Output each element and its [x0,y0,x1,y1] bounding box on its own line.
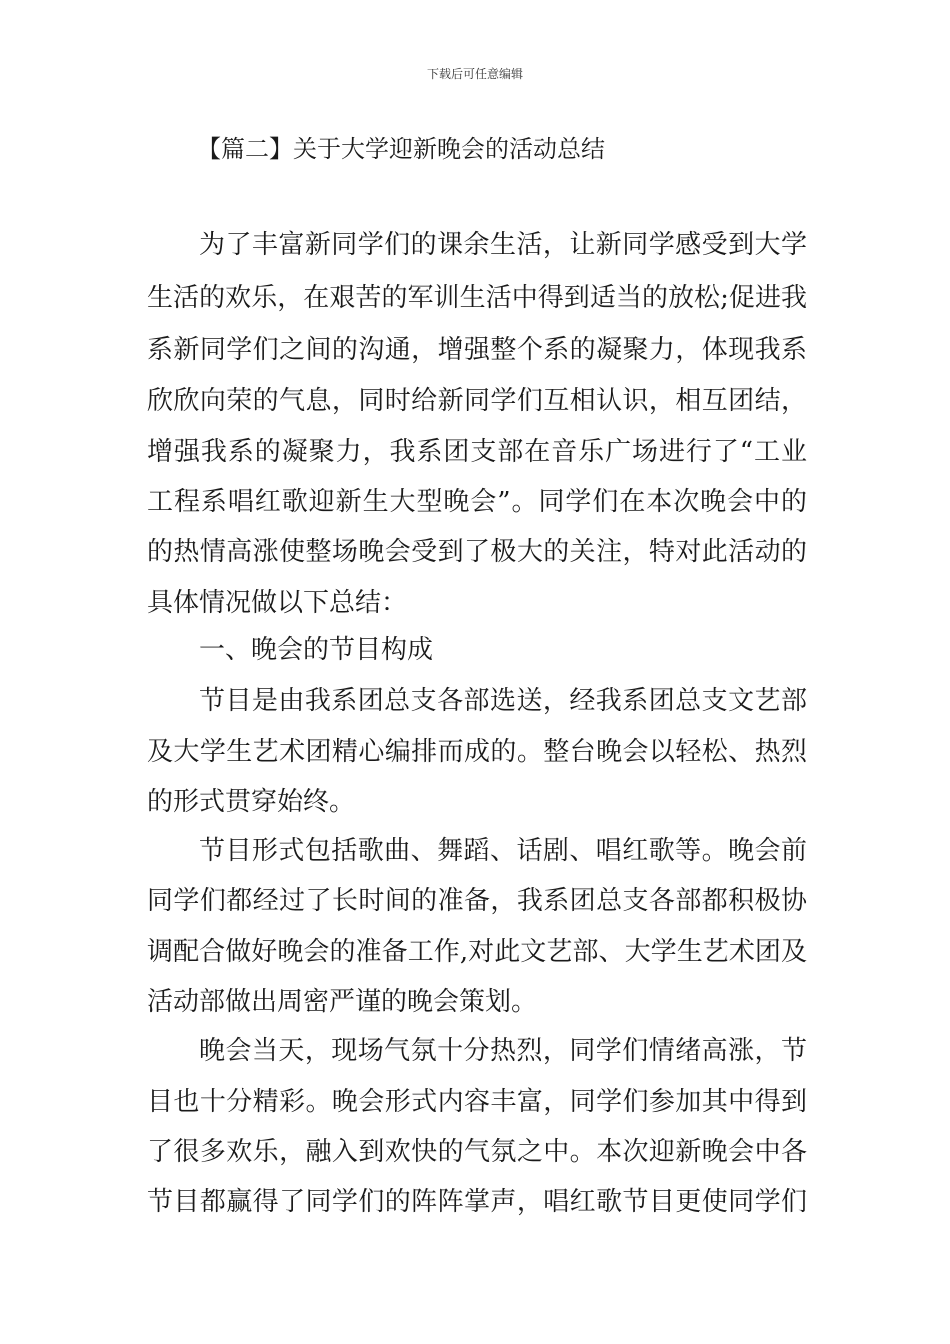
page-header: 下载后可任意编辑 [426,67,523,81]
section-heading: 一、晚会的节目构成 [199,635,434,665]
paragraph-line: 系新同学们之间的沟通，增强整个系的凝聚力，体现我系 [147,335,807,365]
document-title: 【篇二】关于大学迎新晚会的活动总结 [197,135,605,163]
paragraph-line: 调配合做好晚会的准备工作,对此文艺部、大学生艺术团及 [147,937,807,967]
paragraph-line: 欣欣向荣的气息，同时给新同学们互相认识，相互团结， [147,386,807,416]
paragraph-line: 的热情高涨使整场晚会受到了极大的关注，特对此活动的 [147,537,807,567]
paragraph-line: 目也十分精彩。晚会形式内容丰富，同学们参加其中得到 [147,1087,807,1117]
paragraph-line: 工程系唱红歌迎新生大型晚会”。同学们在本次晚会中的 [147,487,807,517]
paragraph-line: 了很多欢乐，融入到欢快的气氛之中。本次迎新晚会中各 [147,1137,807,1167]
paragraph-line: 同学们都经过了长时间的准备，我系团总支各部都积极协 [147,886,807,916]
paragraph-line: 具体情况做以下总结： [147,588,408,618]
paragraph-line: 节目形式包括歌曲、舞蹈、话剧、唱红歌等。晚会前 [199,836,807,866]
paragraph-line: 生活的欢乐，在艰苦的军训生活中得到适当的放松;促进我 [147,283,807,313]
paragraph-line: 增强我系的凝聚力，我系团支部在音乐广场进行了“工业 [147,437,807,467]
paragraph-line: 为了丰富新同学们的课余生活，让新同学感受到大学 [199,230,807,260]
paragraph-line: 节目是由我系团总支各部选送，经我系团总支文艺部 [199,686,807,716]
paragraph-line: 节目都赢得了同学们的阵阵掌声，唱红歌节目更使同学们 [147,1187,807,1217]
paragraph-line: 及大学生艺术团精心编排而成的。整台晚会以轻松、热烈 [147,737,807,767]
paragraph-line: 活动部做出周密严谨的晚会策划。 [147,987,538,1017]
paragraph-line: 的形式贯穿始终。 [147,787,356,817]
paragraph-line: 晚会当天，现场气氛十分热烈，同学们情绪高涨，节 [199,1036,807,1066]
